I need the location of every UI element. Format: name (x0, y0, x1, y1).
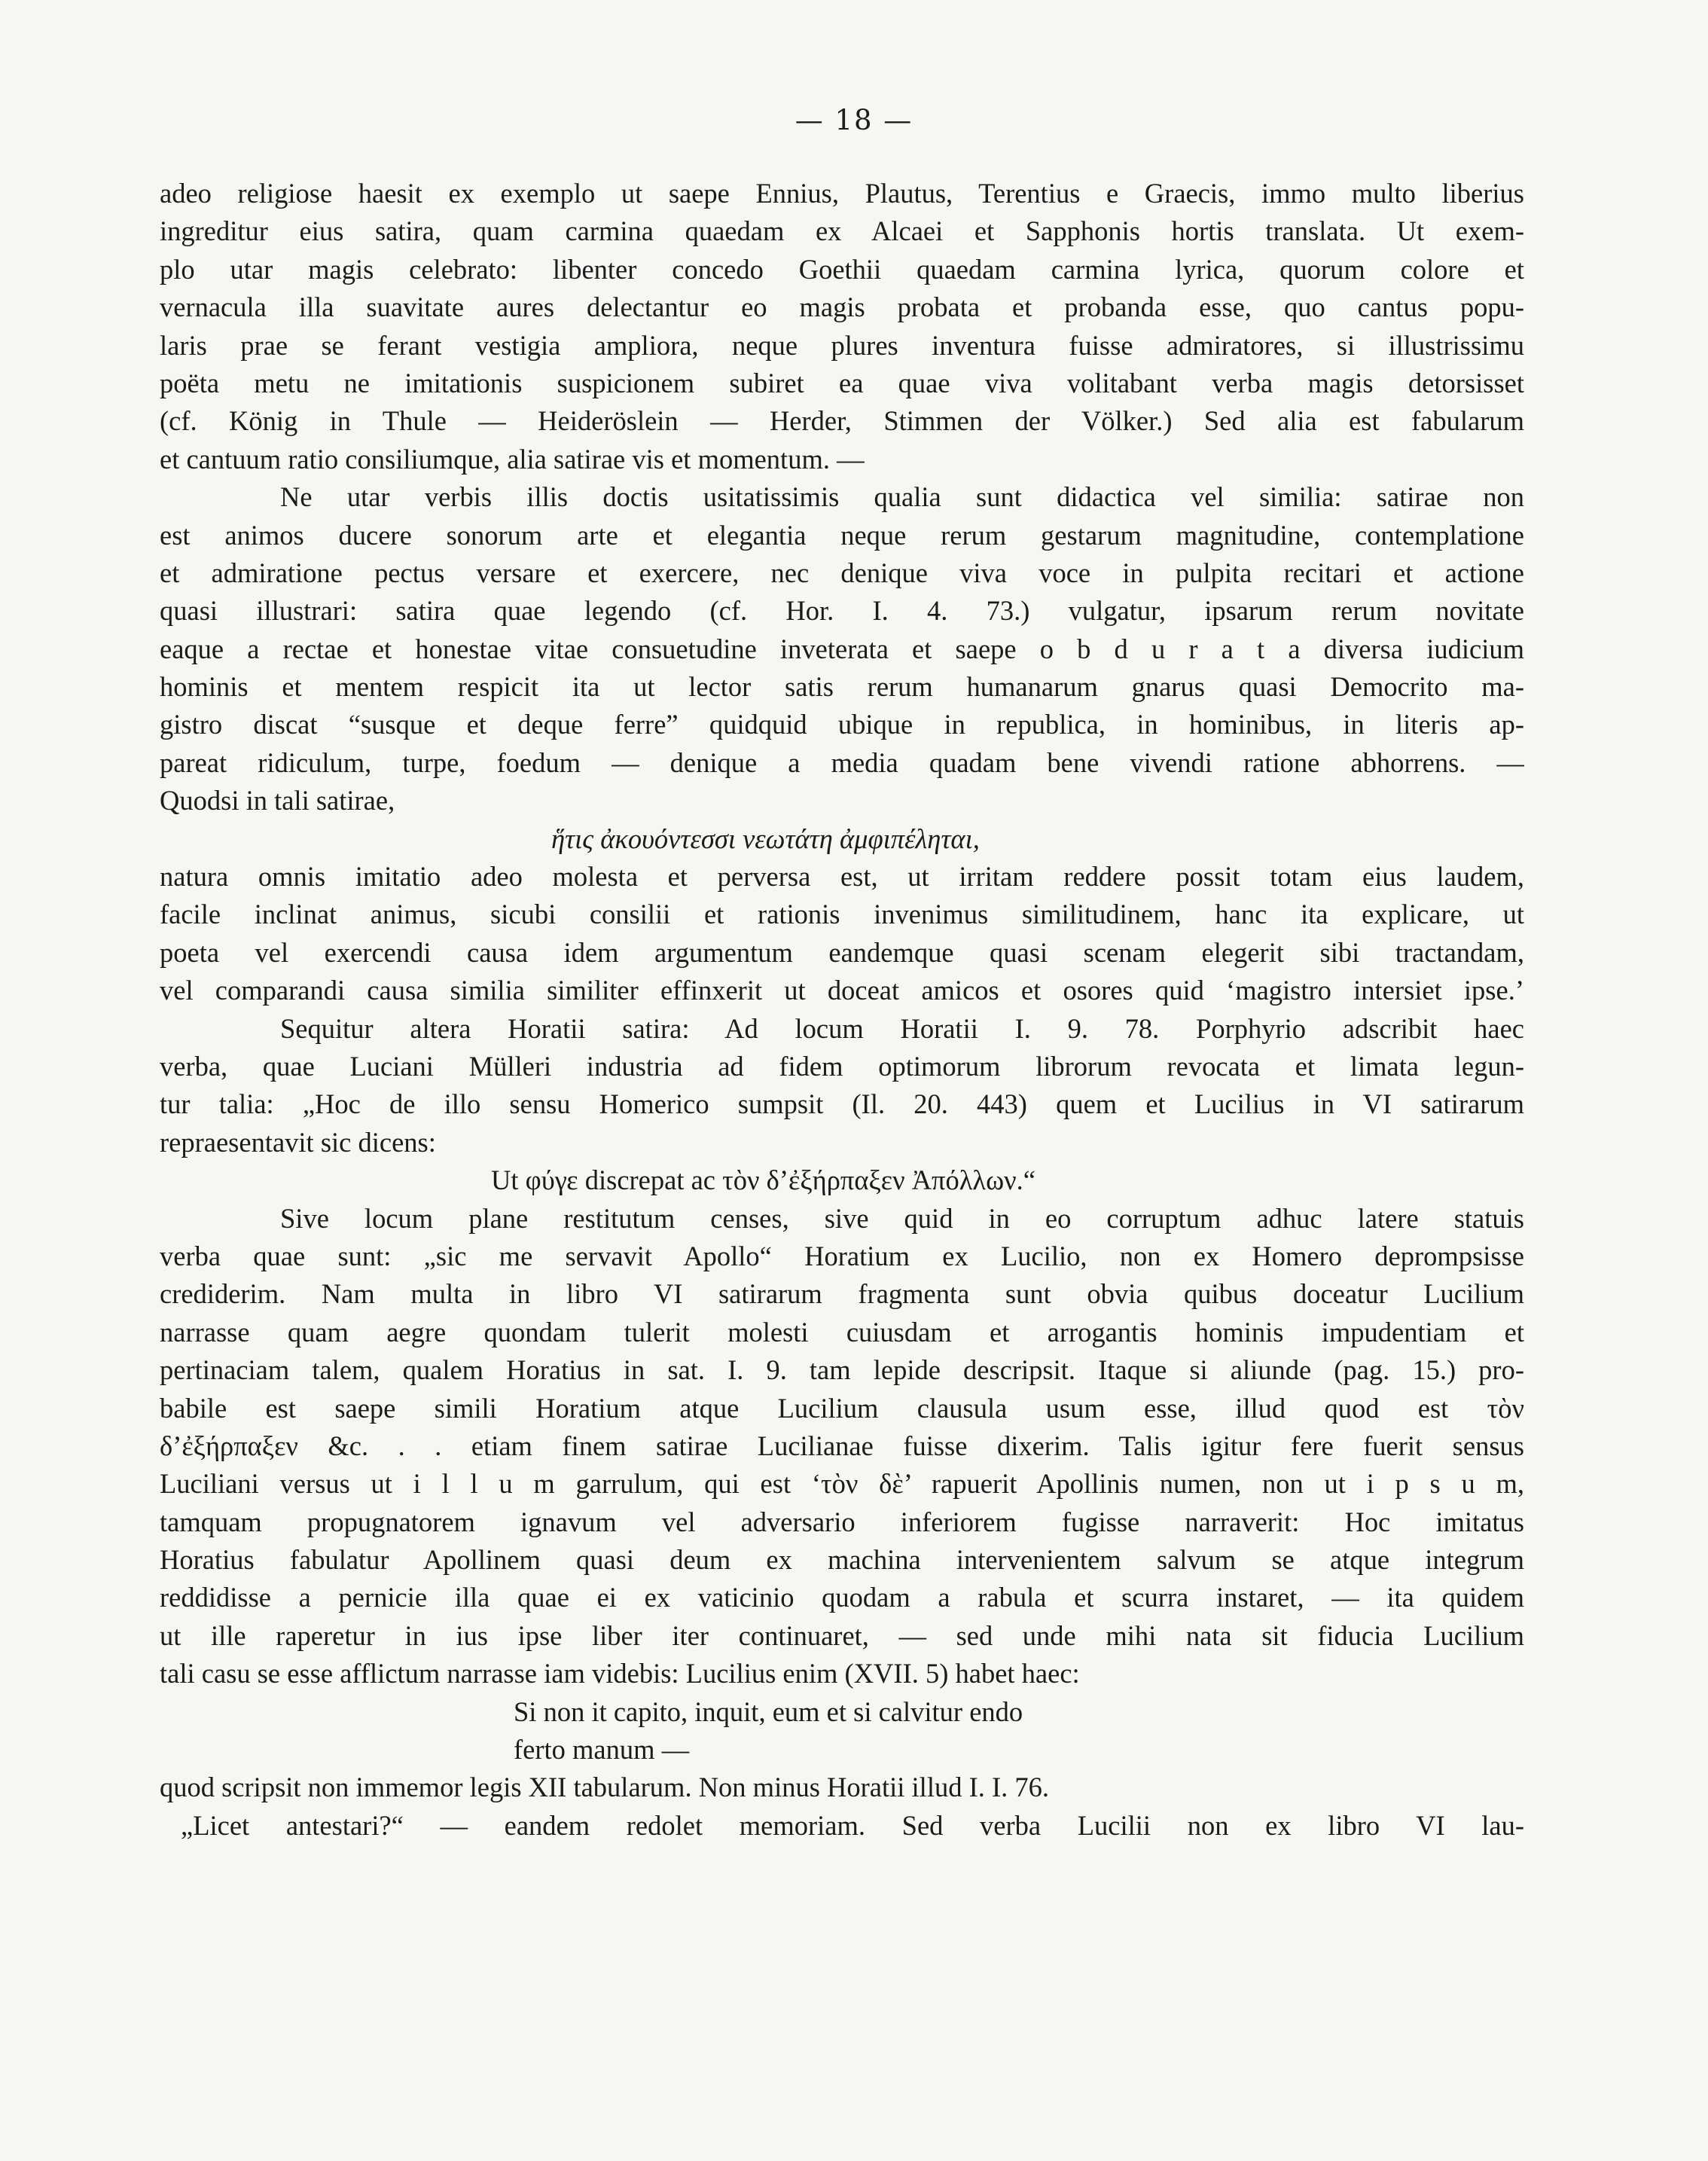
text-line: plo utar magis celebrato: libenter concedo Goethii quaedam carmina lyrica, quorum colore et (160, 253, 1524, 285)
text-line: babile est saepe simili Horatium atque Lucilium clausula usum esse, illud quod est τὸν (160, 1392, 1524, 1424)
text-line: crediderim. Nam multa in libro VI satirarum fragmenta sunt obvia quibus doceatur Lucilium (160, 1278, 1524, 1310)
quoted-verse-line: Ut φύγε discrepat ac τὸν δ’ἐξήρπαξεν Ἀπόλλων.“ (491, 1164, 1035, 1196)
text-line: tali casu se esse afflictum narrasse iam videbis: Lucilius enim (XVII. 5) habet haec: (160, 1658, 1080, 1689)
latin-verse-line: Si non it capito, inquit, eum et si calvitur endo (514, 1696, 1023, 1727)
text-line: vernacula illa suavitate aures delectantur eo magis probata et probanda esse, quo cantus popu- (160, 291, 1524, 323)
text-line: ingreditur eius satira, quam carmina quaedam ex Alcaei et Sapphonis hortis translata. Ut exem- (160, 215, 1524, 247)
text-line: verba, quae Luciani Mülleri industria ad fidem optimorum librorum revocata et limata legun- (160, 1050, 1524, 1082)
body-text (160, 175, 1524, 1845)
text-line: vel comparandi causa similia similiter effinxerit ut doceat amicos et osores quid ‘magistro intersiet ipse.’ (160, 975, 1524, 1006)
text-line: natura omnis imitatio adeo molesta et perversa est, ut irritam reddere possit totam eius laudem, (160, 861, 1524, 893)
text-line: narrasse quam aegre quondam tulerit molesti cuiusdam et arrogantis hominis impudentiam et (160, 1316, 1524, 1348)
text-line: Sive locum plane restitutum censes, sive quid in eo corruptum adhuc latere statuis (280, 1202, 1524, 1234)
text-line: reddidisse a pernicie illa quae ei ex vaticinio quodam a rabula et scurra instaret, — ita quidem (160, 1582, 1524, 1613)
text-line: hominis et mentem respicit ita ut lector satis rerum humanarum gnarus quasi Democrito ma- (160, 671, 1524, 703)
page-number: — 18 — (795, 104, 913, 136)
text-line: poeta vel exercendi causa idem argumentum eandemque quasi scenam elegerit sibi tractandam, (160, 936, 1524, 968)
text-line: quasi illustrari: satira quae legendo (cf. Hor. I. 4. 73.) vulgatur, ipsarum rerum novitate (160, 595, 1524, 627)
text-line: pertinaciam talem, qualem Horatius in sat. I. 9. tam lepide descripsit. Itaque si aliunde (pag. 15.) pro- (160, 1354, 1524, 1386)
text-line: Sequitur altera Horatii satira: Ad locum Horatii I. 9. 78. Porphyrio adscribit haec (280, 1012, 1524, 1044)
text-line: Luciliani versus ut i l l u m garrulum, qui est ‘τὸν δὲ’ rapuerit Apollinis numen, non ut i p s u m, (160, 1468, 1524, 1500)
text-line: Ne utar verbis illis doctis usitatissimis qualia sunt didactica vel similia: satirae non (280, 481, 1524, 513)
text-line: repraesentavit sic dicens: (160, 1126, 436, 1158)
text-line: et admiratione pectus versare et exercere, nec denique viva voce in pulpita recitari et actione (160, 557, 1524, 588)
text-line: Quodsi in tali satirae, (160, 785, 395, 816)
text-line: adeo religiose haesit ex exemplo ut saepe Ennius, Plautus, Terentius e Graecis, immo multo liberius (160, 178, 1524, 209)
text-line: est animos ducere sonorum arte et elegantia neque rerum gestarum magnitudine, contemplatione (160, 519, 1524, 551)
text-line: (cf. König in Thule — Heideröslein — Herder, Stimmen der Völker.) Sed alia est fabularum (160, 405, 1524, 437)
text-line: tur talia: „Hoc de illo sensu Homerico sumpsit (Il. 20. 443) quem et Lucilius in VI satirarum (160, 1088, 1524, 1120)
text-line: „Licet antestari?“ — eandem redolet memoriam. Sed verba Lucilii non ex libro VI lau- (181, 1809, 1524, 1841)
text-line: tamquam propugnatorem ignavum vel adversario inferiorem fugisse narraverit: Hoc imitatus (160, 1506, 1524, 1537)
text-line: poëta metu ne imitationis suspicionem subiret ea quae viva volitabant verba magis detorsisset (160, 367, 1524, 398)
text-line: δ’ἐξήρπαξεν &c. . . etiam finem satirae Lucilianae fuisse dixerim. Talis igitur fere fuerit sensus (160, 1430, 1524, 1461)
text-line: ut ille raperetur in ius ipse liber iter continuaret, — sed unde mihi nata sit fiducia Lucilium (160, 1619, 1524, 1651)
latin-verse-line: ferto manum — (514, 1734, 690, 1766)
text-line: verba quae sunt: „sic me servavit Apollo“ Horatium ex Lucilio, non ex Homero deprompsisse (160, 1240, 1524, 1271)
text-line: et cantuum ratio consiliumque, alia satirae vis et momentum. — (160, 443, 865, 475)
greek-verse-line: ἥτις ἀκουόντεσσι νεωτάτη ἀμφιπέληται, (551, 823, 980, 854)
text-line: pareat ridiculum, turpe, foedum — denique a media quadam bene vivendi ratione abhorrens. — (160, 746, 1524, 778)
text-line: quod scripsit non immemor legis XII tabularum. Non minus Horatii illud I. I. 76. (160, 1772, 1050, 1803)
text-line: laris prae se ferant vestigia ampliora, neque plures inventura fuisse admiratores, si illustrissimu (160, 329, 1524, 361)
text-line: facile inclinat animus, sicubi consilii et rationis invenimus similitudinem, hanc ita explicare, ut (160, 899, 1524, 930)
text-line: eaque a rectae et honestae vitae consuetudine inveterata et saepe o b d u r a t a diversa iudicium (160, 633, 1524, 664)
text-line: Horatius fabulatur Apollinem quasi deum ex machina intervenientem salvum se atque integrum (160, 1544, 1524, 1576)
text-line: gistro discat “susque et deque ferre” quidquid ubique in republica, in hominibus, in literis ap- (160, 709, 1524, 740)
